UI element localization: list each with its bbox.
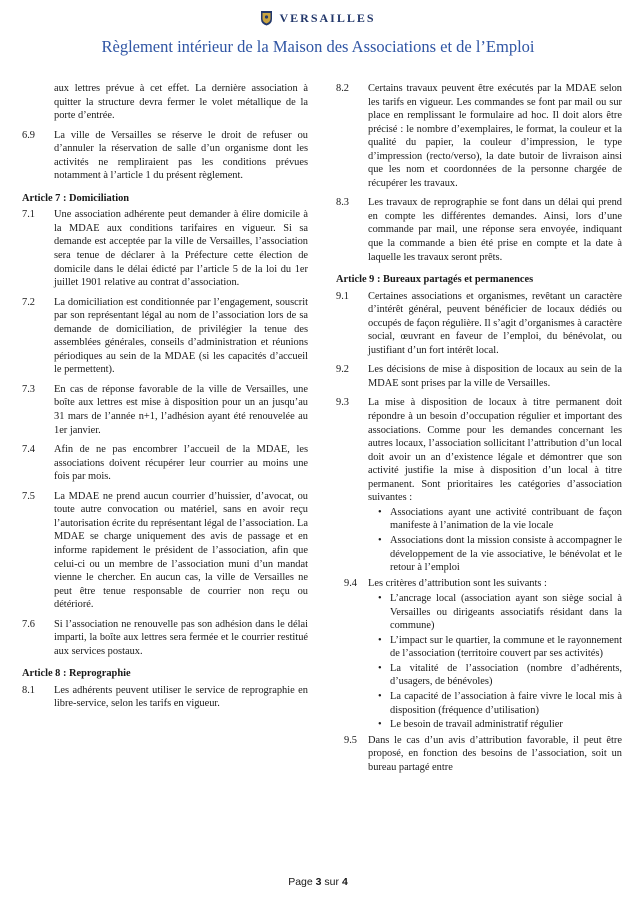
paragraph-text: Une association adhérente peut demander à élire domicile à la MDAE aux conditions tarifaires en vigueur. Si sa demande est acceptée par la ville de Versailles, l’association sera tenue de déclarer à la Préfecture cette élection de domicile dans le délai édicté par l’article 5 de la loi du 1er juillet 1901 relative au contrat d’association. <box>54 209 308 289</box>
paragraph-number: 9.4 <box>344 577 357 589</box>
brand-name: VERSAILLES <box>279 10 376 25</box>
paragraph-7-3 <box>22 383 308 437</box>
article-9-heading: Article 9 : Bureaux partagés et permanences <box>336 274 534 286</box>
list-item <box>336 690 622 717</box>
list-item <box>336 634 622 661</box>
paragraph-number: 9.1 <box>336 290 349 302</box>
paragraph-text: Certains travaux peuvent être exécutés par la MDAE selon les tarifs en vigueur. Les commandes se font par mail ou sur place en remplissant le formulaire ad hoc. Il doit alors être précisé : le nombre d’exemplaires, le format, la couleur et la qualité du papier, la couleur d’impression, le type d’impression (recto/verso), la date butoir de livraison ainsi que les nom et coordonnées de la personne chargée de récupérer les travaux. <box>368 83 622 189</box>
list-item-text: La capacité de l’association à faire vivre le local mis à disposition (fréquence d’utilisation) <box>390 690 622 716</box>
paragraph-number: 7.3 <box>22 383 35 395</box>
paragraph-7-4 <box>22 443 308 484</box>
page-sur: sur <box>324 876 340 888</box>
paragraph-7-5 <box>22 490 308 612</box>
page-footer <box>0 876 636 888</box>
list-item-text: Associations dont la mission consiste à accompagner le développement de la vie associative, le bénévolat et le retour à l’emploi <box>390 534 622 574</box>
page-number: 3 <box>315 876 322 888</box>
list-item <box>336 718 622 732</box>
paragraph-text: La MDAE ne prend aucun courrier d’huissier, d’avocat, ou toute autre convocation ou matériel, sans en avoir reçu l’autorisation écrite du représentant légal de l’association. La MDAE se charge uniquement des avis de passage et en informe rapidement le président de l’association, afin que celui-ci ou un membre de l’association muni d’un mandat vienne le chercher. En aucun cas, la ville de Versailles ne peut être tenue responsable de courrier non reçu ou détérioré. <box>54 490 308 611</box>
paragraph-text: En cas de réponse favorable de la ville de Versailles, une boîte aux lettres est mise à disposition pour un an jusqu’au 31 mars de l’année n+1, l’adhésion ayant été renouvelée au 1er janvier. <box>54 383 308 436</box>
paragraph-text: Afin de ne pas encombrer l’accueil de la MDAE, les associations doivent récupérer leur courrier au moins une fois par mois. <box>54 444 308 483</box>
paragraph-text: Dans le cas d’un avis d’attribution favorable, il peut être proposé, en fonction des besoins de l’association, soit un bureau partagé entre <box>368 734 622 773</box>
paragraph-9-2 <box>336 363 622 390</box>
paragraph-text: Si l’association ne renouvelle pas son adhésion dans le délai imparti, la boîte aux lettres sera fermée et le courrier restitué aux services postaux. <box>54 618 308 657</box>
paragraph-9-1 <box>336 290 622 358</box>
paragraph-number: 7.4 <box>22 444 35 456</box>
bullet-icon: • <box>378 593 382 605</box>
paragraph-text: Les travaux de reprographie se font dans un délai qui prend en compte les différentes demandes. Ainsi, lors d’une commande par mail, une réponse sera envoyée, indiquant que la commande a bien été prise en compte et la date à laquelle les travaux seront prêts. <box>368 197 622 263</box>
bullet-icon: • <box>378 719 382 731</box>
paragraph-7-2 <box>22 296 308 377</box>
paragraph-number: 7.5 <box>22 490 35 502</box>
list-item <box>336 534 622 575</box>
list-item-text: L’ancrage local (association ayant son siège social à Versailles ou dirigeants associatifs résidant dans la commune) <box>390 593 622 632</box>
paragraph-number: 8.2 <box>336 83 349 94</box>
paragraph-number: 8.3 <box>336 197 349 209</box>
paragraph-number: 9.3 <box>336 397 349 409</box>
bullet-icon: • <box>378 662 382 674</box>
paragraph-number: 7.1 <box>22 209 35 221</box>
page-label: Page <box>288 876 313 888</box>
bullet-list-9-4 <box>336 592 622 731</box>
list-item <box>336 592 622 633</box>
paragraph-8-1 <box>22 684 308 711</box>
left-column <box>22 82 308 717</box>
paragraph-9-3 <box>336 396 622 504</box>
list-item-text: La vitalité de l’association (nombre d’adhérents, d’usagers, de bénévoles) <box>390 662 622 688</box>
paragraph-number: 6.9 <box>22 129 35 141</box>
paragraph-number: 7.6 <box>22 618 35 630</box>
paragraph-number: 7.2 <box>22 296 35 308</box>
paragraph-text: La mise à disposition de locaux à titre permanent doit répondre à un besoin d’occupation régulier et important des associations. Comme pour les demandes concernant les autres locaux, l’association sollicitant l’attribution d’un local doit avoir un an d’existence légale et démontrer que son activité justifie la mise à disposition d’un local à titre permanent. Sont prioritaires les catégories d’association suivantes : <box>368 397 622 504</box>
list-item-text: Associations ayant une activité contribuant de façon manifeste à l’animation de la vie locale <box>390 506 622 532</box>
paragraph-text: Les adhérents peuvent utiliser le service de reprographie en libre-service, selon les tarifs en vigueur. <box>54 684 308 710</box>
paragraph-7-1 <box>22 208 308 289</box>
right-column <box>336 82 622 776</box>
paragraph-text: La domiciliation est conditionnée par l’engagement, souscrit par son représentant légal au nom de l’association lors de sa demande de domiciliation, de privilégier la tenue des assemblées générales, conseils d’administration et réunions périodiques au sein de la MDAE (si les capacités d’accueil le permettent). <box>54 296 308 376</box>
document-title: Règlement intérieur de la Maison des Associations et de l’Emploi <box>101 37 535 56</box>
brand-row <box>0 9 636 27</box>
paragraph-continuation: aux lettres prévue à cet effet. La dernière association à quitter la structure devra fermer le volet métallique de la porte d’entrée. <box>54 83 308 122</box>
paragraph-9-4 <box>336 577 622 591</box>
list-item-text: Le besoin de travail administratif régulier <box>390 719 563 731</box>
paragraph-text: La ville de Versailles se réserve le droit de refuser ou d’annuler la réservation de salle d’un organisme dont les activités ne rempliraient pas les conditions prévues notamment à l’article 1 du présent règlement. <box>54 129 308 182</box>
paragraph-7-6 <box>22 618 308 659</box>
bullet-icon: • <box>378 534 382 546</box>
paragraph-text: Certaines associations et organismes, revêtant un caractère d’intérêt général, peuvent bénéficier de locaux dédiés ou occupés de façon régulière. Il s’agit d’organismes à caractère social, œuvrant en faveur de l’emploi, du bénévolat, ou justifiant d’un fort intérêt local. <box>368 290 622 356</box>
paragraph-text: Les décisions de mise à disposition de locaux au sein de la MDAE sont prises par la ville de Versailles. <box>368 364 622 389</box>
article-8-heading: Article 8 : Reprographie <box>22 668 131 680</box>
article-7-heading: Article 7 : Domiciliation <box>22 192 130 204</box>
versailles-crest-icon <box>260 10 273 26</box>
list-item-text: L’impact sur le quartier, la commune et le rayonnement de l’association (territoire couvert par ses activités) <box>390 634 622 660</box>
page-total: 4 <box>341 876 348 888</box>
bullet-icon: • <box>378 634 382 646</box>
bullet-icon: • <box>378 506 382 518</box>
bullet-icon: • <box>378 690 382 702</box>
page-header <box>0 9 636 57</box>
list-item <box>336 506 622 533</box>
paragraph-number: 9.5 <box>344 734 357 746</box>
paragraph-number: 9.2 <box>336 364 349 376</box>
paragraph-number: 8.1 <box>22 684 35 696</box>
list-item <box>336 662 622 689</box>
paragraph-6-9 <box>22 129 308 183</box>
paragraph-8-2 <box>336 82 622 190</box>
paragraph-8-3 <box>336 196 622 264</box>
paragraph-text: Les critères d’attribution sont les suivants : <box>368 577 547 589</box>
paragraph-9-5 <box>336 734 622 775</box>
bullet-list-9-3 <box>336 506 622 575</box>
